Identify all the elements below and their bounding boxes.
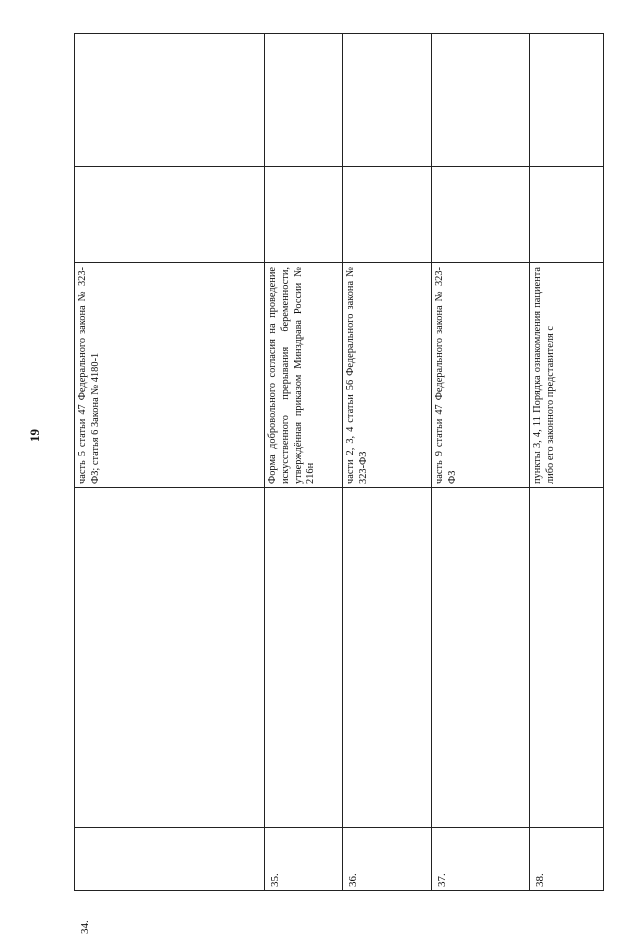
empty-cell [432,166,529,262]
row-number-cell [530,827,603,890]
question-text [432,488,530,828]
empty-cell [343,34,431,166]
row-number: 38. [534,873,546,887]
reference-cell [432,262,529,487]
empty-cell [265,166,342,262]
question-text [265,488,343,828]
reference-cell [343,262,431,487]
reference-text: часть 9 статьи 47 Федерального закона № 323-ФЗ [434,267,458,484]
table-row [529,34,603,890]
reference-cell [265,262,342,487]
question-cell [343,487,431,827]
empty-cell [432,34,529,166]
table-row [342,34,431,890]
row-number-cell [432,827,529,890]
empty-cell [530,166,603,262]
table-row [264,34,342,890]
row-number: 35. [269,873,281,887]
table-row [75,34,264,934]
row-number: 37. [436,873,448,887]
question-text [530,488,604,828]
reference-cell [75,262,264,487]
question-text [343,488,432,828]
row-number-cell [265,827,342,890]
empty-cell [265,34,342,166]
row-number: 34. [79,920,91,934]
reference-text: пункты 3, 4, 11 Порядка ознакомления пациента либо его законного представителя с [532,267,556,484]
question-cell [432,487,529,827]
question-cell [75,487,264,827]
question-cell [265,487,342,827]
empty-cell [343,166,431,262]
table-row [431,34,529,890]
row-number-cell [75,827,264,934]
page-number: 19 [27,429,42,442]
reference-text: части 2, 3, 4 статьи 56 Федерального закона № 323-ФЗ [345,267,369,484]
row-number: 36. [347,873,359,887]
empty-cell [75,34,264,166]
row-number-cell [343,827,431,890]
question-text [75,488,264,828]
reference-text: Форма добровольного согласия на проведение искусственного прерывания беременности, утверждённая приказом Минздрава России № 216н [267,267,317,484]
empty-cell [75,166,264,262]
checklist-table [74,33,604,934]
reference-text: часть 5 статьи 47 Федерального закона № 323-ФЗ; статья 6 Закона № 4180-1 [77,267,101,484]
question-cell [530,487,603,827]
reference-cell [530,262,603,487]
empty-cell [530,34,603,166]
